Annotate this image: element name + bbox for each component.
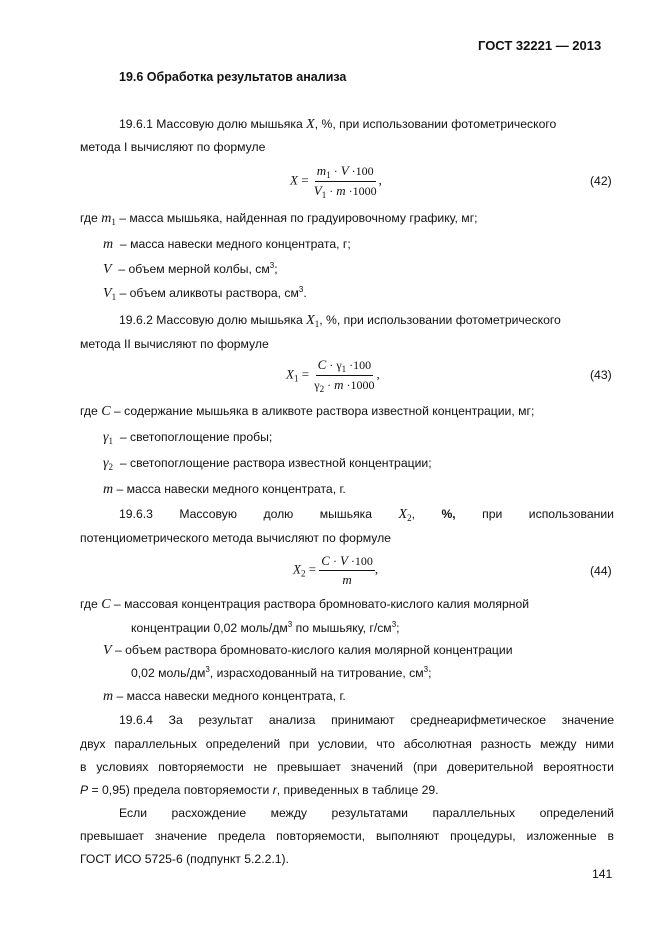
where-m-44: m – масса навески медного концентрата, г. bbox=[103, 689, 346, 704]
formula-43: $X_1$ = $\frac{C \cdot \gamma_1 \cdot 100}{\gamma_2 \cdot m \cdot 1000}$ , bbox=[286, 357, 380, 394]
paragraph-last-line3: ГОСТ ИСО 5725-6 (подпункт 5.2.2.1). bbox=[80, 852, 289, 866]
formula-42: X = $\frac{m_1 \cdot V \cdot 100}{V_1 \cdot m \cdot 1000}$ , bbox=[290, 163, 382, 200]
paragraph-19-6-4-line1: 19.6.4 За результат анализа принимают среднеарифметическое значение bbox=[119, 713, 614, 727]
page-number: 141 bbox=[592, 867, 613, 881]
formula-44: $X_2$ = $\frac{C \cdot V \cdot 100}{m}$ , bbox=[293, 553, 379, 587]
paragraph-last-line1: Если расхождение между результатами параллельных определений bbox=[119, 806, 614, 820]
section-title: 19.6 Обработка результатов анализа bbox=[119, 70, 347, 84]
document-code: ГОСТ 32221 — 2013 bbox=[478, 38, 602, 53]
formula-42-number: (42) bbox=[590, 174, 612, 188]
where-m: m – масса навески медного концентрата, г; bbox=[103, 237, 351, 252]
where-m-43: m – масса навески медного концентрата, г. bbox=[103, 482, 346, 497]
paragraph-19-6-4-line3: в условиях повторяемости не превышает значений (при доверительной вероятности bbox=[80, 760, 614, 774]
where-V: V – объем мерной колбы, $см^3$; bbox=[103, 261, 278, 277]
paragraph-19-6-3-line1: 19.6.3 Массовую долю мышьяка $X_2$, %, при использовании bbox=[119, 507, 614, 523]
where-V1: $V_1$ – объем аликвоты раствора, $см^3$. bbox=[103, 285, 307, 302]
paragraph-19-6-4-line4: P = 0,95) предела повторяемости r, приведенных в таблице 29. bbox=[80, 783, 439, 797]
paragraph-19-6-2-line2: метода II вычисляют по формуле bbox=[80, 337, 269, 351]
where-C-44-line2: концентрации 0,02 моль/$дм^3$ по мышьяку, $г/см^3$; bbox=[131, 620, 400, 635]
paragraph-19-6-4-line2: двух параллельных определений при условии, что абсолютная разность между ними bbox=[80, 737, 614, 751]
formula-44-number: (44) bbox=[590, 564, 612, 578]
where-V-44: V – объем раствора бромновато-кислого калия молярной концентрации bbox=[103, 643, 513, 658]
where-gamma2: $\gamma_2$ – светопоглощение раствора известной концентрации; bbox=[103, 456, 432, 472]
where-gamma1: $\gamma_1$ – светопоглощение пробы; bbox=[103, 430, 273, 446]
paragraph-19-6-2-line1: 19.6.2 Массовую долю мышьяка $X_1$, %, при использовании фотометрического bbox=[119, 313, 561, 329]
where-V-44-line2: 0,02 моль/$дм^3$, израсходованный на титрование, $см^3$; bbox=[131, 665, 432, 680]
where-C: где C – содержание мышьяка в аликвоте раствора известной концентрации, мг; bbox=[80, 404, 535, 419]
formula-43-number: (43) bbox=[590, 368, 612, 382]
paragraph-19-6-3-line2: потенциометрического метода вычисляют по формуле bbox=[80, 531, 391, 545]
paragraph-last-line2: превышает значение предела повторяемости, выполняют процедуры, изложенные в bbox=[80, 829, 614, 843]
paragraph-19-6-1-line1: 19.6.1 Массовую долю мышьяка X, %, при использовании фотометрического bbox=[119, 117, 557, 132]
where-m1: где $m_1$ – масса мышьяка, найденная по градуировочному графику, мг; bbox=[80, 211, 478, 227]
where-C-44: где C – массовая концентрация раствора бромновато-кислого калия молярной bbox=[80, 597, 530, 612]
paragraph-19-6-1-line2: метода I вычисляют по формуле bbox=[80, 140, 266, 154]
